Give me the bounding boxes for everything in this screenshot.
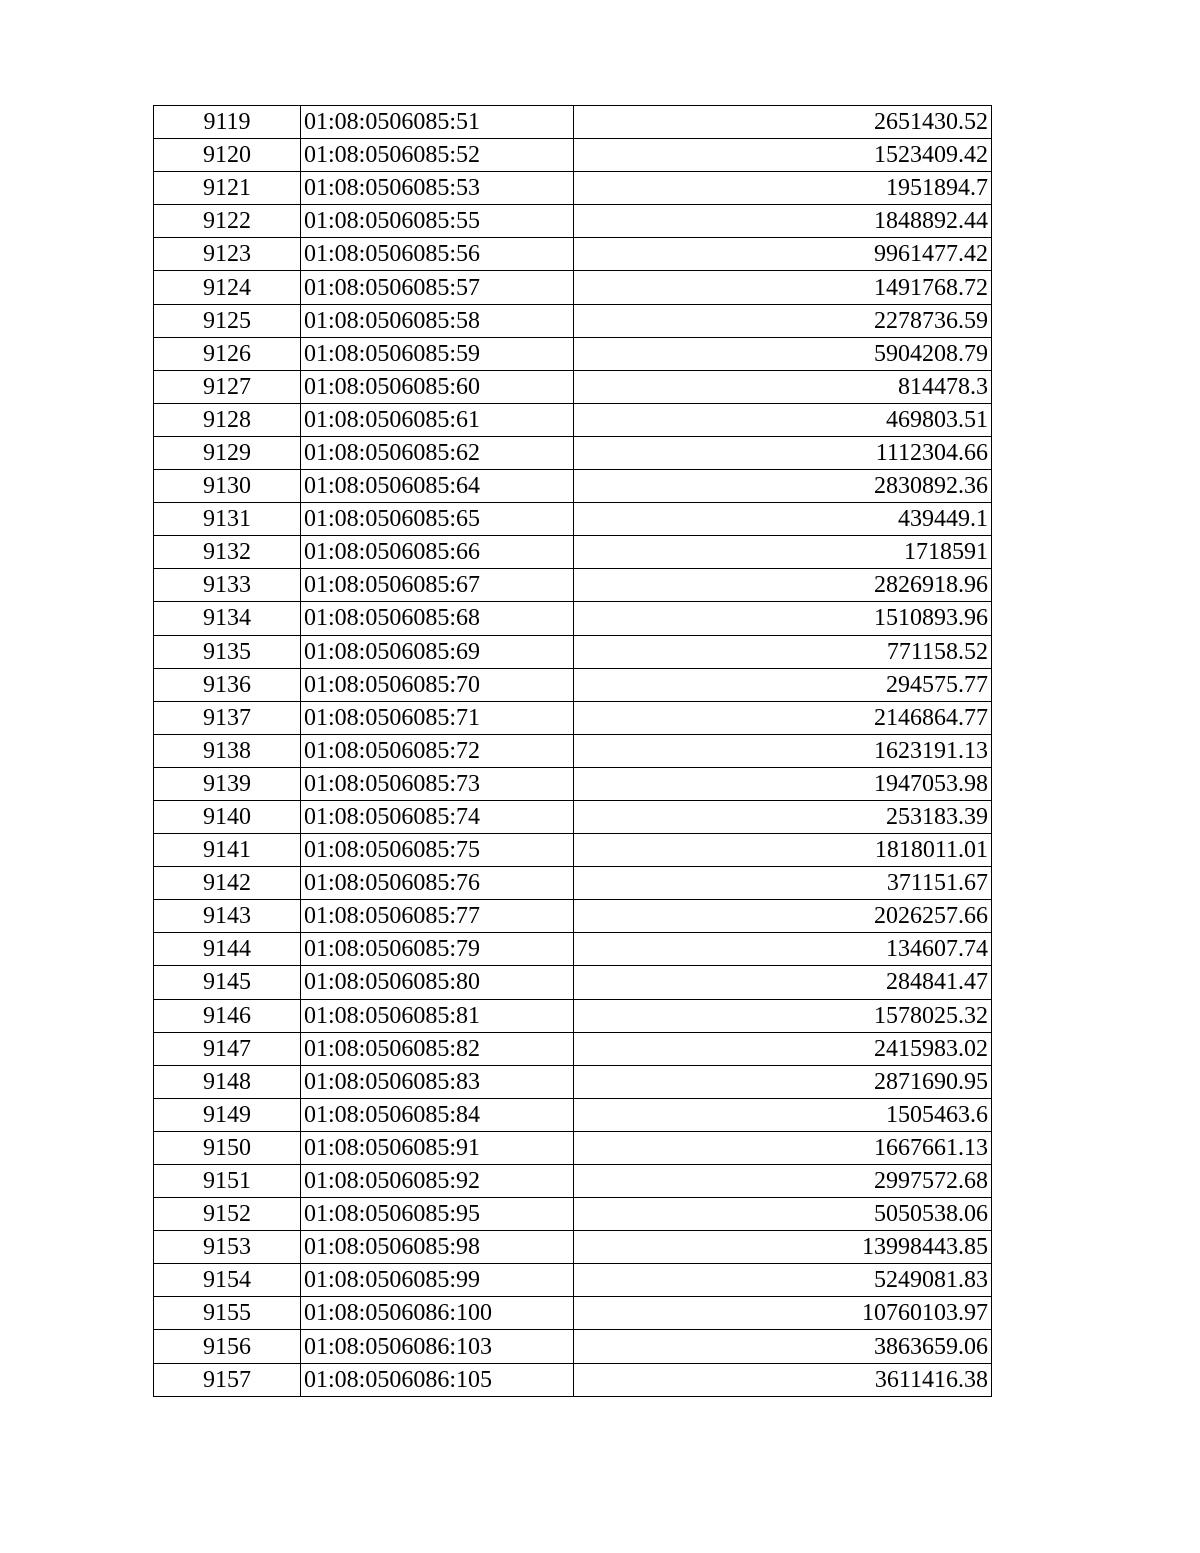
amount-cell: 2997572.68 <box>574 1165 992 1198</box>
cadastral-number-cell: 01:08:0506086:103 <box>301 1330 574 1363</box>
row-number-cell: 9132 <box>154 536 301 569</box>
amount-cell: 1667661.13 <box>574 1131 992 1164</box>
table-row <box>154 966 992 999</box>
cadastral-number-cell: 01:08:0506085:83 <box>301 1065 574 1098</box>
table-row <box>154 403 992 436</box>
cadastral-number-cell: 01:08:0506085:84 <box>301 1098 574 1131</box>
amount-cell: 371151.67 <box>574 867 992 900</box>
amount-cell: 1848892.44 <box>574 205 992 238</box>
row-number-cell: 9119 <box>154 106 301 139</box>
cadastral-number-cell: 01:08:0506085:76 <box>301 867 574 900</box>
amount-cell: 1951894.7 <box>574 172 992 205</box>
table-row <box>154 1264 992 1297</box>
amount-cell: 3611416.38 <box>574 1363 992 1396</box>
amount-cell: 2278736.59 <box>574 304 992 337</box>
row-number-cell: 9150 <box>154 1131 301 1164</box>
amount-cell: 814478.3 <box>574 370 992 403</box>
amount-cell: 1510893.96 <box>574 602 992 635</box>
cadastral-number-cell: 01:08:0506086:100 <box>301 1297 574 1330</box>
row-number-cell: 9154 <box>154 1264 301 1297</box>
cadastral-number-cell: 01:08:0506085:58 <box>301 304 574 337</box>
table-row <box>154 1330 992 1363</box>
table-row <box>154 370 992 403</box>
cadastral-number-cell: 01:08:0506085:52 <box>301 139 574 172</box>
table-row <box>154 1165 992 1198</box>
row-number-cell: 9152 <box>154 1198 301 1231</box>
cadastral-number-cell: 01:08:0506085:64 <box>301 470 574 503</box>
table-row <box>154 1297 992 1330</box>
cadastral-number-cell: 01:08:0506085:74 <box>301 800 574 833</box>
table-row <box>154 106 992 139</box>
amount-cell: 253183.39 <box>574 800 992 833</box>
table-row <box>154 602 992 635</box>
row-number-cell: 9145 <box>154 966 301 999</box>
table-row <box>154 470 992 503</box>
amount-cell: 1718591 <box>574 536 992 569</box>
row-number-cell: 9143 <box>154 900 301 933</box>
row-number-cell: 9137 <box>154 701 301 734</box>
table-row <box>154 172 992 205</box>
amount-cell: 5050538.06 <box>574 1198 992 1231</box>
table-row <box>154 1032 992 1065</box>
table-row <box>154 139 992 172</box>
cadastral-number-cell: 01:08:0506085:91 <box>301 1131 574 1164</box>
row-number-cell: 9142 <box>154 867 301 900</box>
amount-cell: 1818011.01 <box>574 834 992 867</box>
amount-cell: 2826918.96 <box>574 569 992 602</box>
amount-cell: 3863659.06 <box>574 1330 992 1363</box>
row-number-cell: 9138 <box>154 734 301 767</box>
row-number-cell: 9146 <box>154 999 301 1032</box>
row-number-cell: 9120 <box>154 139 301 172</box>
amount-cell: 439449.1 <box>574 503 992 536</box>
row-number-cell: 9126 <box>154 337 301 370</box>
table-row <box>154 900 992 933</box>
cadastral-number-cell: 01:08:0506085:65 <box>301 503 574 536</box>
cadastral-number-cell: 01:08:0506085:59 <box>301 337 574 370</box>
row-number-cell: 9130 <box>154 470 301 503</box>
cadastral-number-cell: 01:08:0506085:68 <box>301 602 574 635</box>
amount-cell: 294575.77 <box>574 668 992 701</box>
amount-cell: 2871690.95 <box>574 1065 992 1098</box>
amount-cell: 2651430.52 <box>574 106 992 139</box>
table-row <box>154 536 992 569</box>
table-row <box>154 205 992 238</box>
cadastral-number-cell: 01:08:0506085:77 <box>301 900 574 933</box>
amount-cell: 1112304.66 <box>574 436 992 469</box>
amount-cell: 1578025.32 <box>574 999 992 1032</box>
amount-cell: 771158.52 <box>574 635 992 668</box>
cadastral-number-cell: 01:08:0506085:69 <box>301 635 574 668</box>
table-row <box>154 238 992 271</box>
cadastral-number-cell: 01:08:0506085:75 <box>301 834 574 867</box>
cadastral-number-cell: 01:08:0506085:95 <box>301 1198 574 1231</box>
table-row <box>154 337 992 370</box>
row-number-cell: 9123 <box>154 238 301 271</box>
cadastral-number-cell: 01:08:0506085:72 <box>301 734 574 767</box>
row-number-cell: 9125 <box>154 304 301 337</box>
table-row <box>154 767 992 800</box>
amount-cell: 2146864.77 <box>574 701 992 734</box>
cadastral-number-cell: 01:08:0506086:105 <box>301 1363 574 1396</box>
amount-cell: 134607.74 <box>574 933 992 966</box>
cadastral-number-cell: 01:08:0506085:61 <box>301 403 574 436</box>
row-number-cell: 9144 <box>154 933 301 966</box>
row-number-cell: 9136 <box>154 668 301 701</box>
amount-cell: 9961477.42 <box>574 238 992 271</box>
cadastral-number-cell: 01:08:0506085:99 <box>301 1264 574 1297</box>
cadastral-number-cell: 01:08:0506085:53 <box>301 172 574 205</box>
amount-cell: 2026257.66 <box>574 900 992 933</box>
cadastral-number-cell: 01:08:0506085:79 <box>301 933 574 966</box>
table-row <box>154 701 992 734</box>
table-row <box>154 304 992 337</box>
row-number-cell: 9140 <box>154 800 301 833</box>
cadastral-number-cell: 01:08:0506085:60 <box>301 370 574 403</box>
table-row <box>154 271 992 304</box>
row-number-cell: 9135 <box>154 635 301 668</box>
amount-cell: 10760103.97 <box>574 1297 992 1330</box>
cadastral-number-cell: 01:08:0506085:51 <box>301 106 574 139</box>
table-row <box>154 1198 992 1231</box>
cadastral-number-cell: 01:08:0506085:98 <box>301 1231 574 1264</box>
cadastral-number-cell: 01:08:0506085:80 <box>301 966 574 999</box>
table-row <box>154 867 992 900</box>
table-row <box>154 1231 992 1264</box>
amount-cell: 1491768.72 <box>574 271 992 304</box>
amount-cell: 13998443.85 <box>574 1231 992 1264</box>
table-row <box>154 436 992 469</box>
row-number-cell: 9149 <box>154 1098 301 1131</box>
row-number-cell: 9148 <box>154 1065 301 1098</box>
data-table <box>153 105 992 1397</box>
row-number-cell: 9129 <box>154 436 301 469</box>
row-number-cell: 9155 <box>154 1297 301 1330</box>
row-number-cell: 9124 <box>154 271 301 304</box>
row-number-cell: 9153 <box>154 1231 301 1264</box>
cadastral-number-cell: 01:08:0506085:70 <box>301 668 574 701</box>
cadastral-number-cell: 01:08:0506085:67 <box>301 569 574 602</box>
row-number-cell: 9127 <box>154 370 301 403</box>
cadastral-number-cell: 01:08:0506085:62 <box>301 436 574 469</box>
cadastral-number-cell: 01:08:0506085:81 <box>301 999 574 1032</box>
table-row <box>154 1065 992 1098</box>
table-row <box>154 668 992 701</box>
table-row <box>154 1131 992 1164</box>
row-number-cell: 9156 <box>154 1330 301 1363</box>
table-row <box>154 503 992 536</box>
table-row <box>154 734 992 767</box>
table-row <box>154 933 992 966</box>
cadastral-number-cell: 01:08:0506085:71 <box>301 701 574 734</box>
table-row <box>154 1363 992 1396</box>
table-row <box>154 1098 992 1131</box>
table-row <box>154 635 992 668</box>
row-number-cell: 9134 <box>154 602 301 635</box>
table-row <box>154 834 992 867</box>
cadastral-number-cell: 01:08:0506085:55 <box>301 205 574 238</box>
table-body <box>154 106 992 1397</box>
row-number-cell: 9133 <box>154 569 301 602</box>
row-number-cell: 9157 <box>154 1363 301 1396</box>
row-number-cell: 9151 <box>154 1165 301 1198</box>
row-number-cell: 9141 <box>154 834 301 867</box>
amount-cell: 5904208.79 <box>574 337 992 370</box>
table-row <box>154 800 992 833</box>
cadastral-number-cell: 01:08:0506085:73 <box>301 767 574 800</box>
cadastral-number-cell: 01:08:0506085:56 <box>301 238 574 271</box>
amount-cell: 469803.51 <box>574 403 992 436</box>
row-number-cell: 9147 <box>154 1032 301 1065</box>
amount-cell: 2415983.02 <box>574 1032 992 1065</box>
row-number-cell: 9128 <box>154 403 301 436</box>
cadastral-number-cell: 01:08:0506085:66 <box>301 536 574 569</box>
amount-cell: 2830892.36 <box>574 470 992 503</box>
amount-cell: 1505463.6 <box>574 1098 992 1131</box>
amount-cell: 1623191.13 <box>574 734 992 767</box>
amount-cell: 5249081.83 <box>574 1264 992 1297</box>
cadastral-number-cell: 01:08:0506085:82 <box>301 1032 574 1065</box>
table-row <box>154 999 992 1032</box>
amount-cell: 284841.47 <box>574 966 992 999</box>
cadastral-number-cell: 01:08:0506085:57 <box>301 271 574 304</box>
row-number-cell: 9122 <box>154 205 301 238</box>
row-number-cell: 9131 <box>154 503 301 536</box>
row-number-cell: 9139 <box>154 767 301 800</box>
row-number-cell: 9121 <box>154 172 301 205</box>
table-row <box>154 569 992 602</box>
amount-cell: 1947053.98 <box>574 767 992 800</box>
cadastral-number-cell: 01:08:0506085:92 <box>301 1165 574 1198</box>
amount-cell: 1523409.42 <box>574 139 992 172</box>
